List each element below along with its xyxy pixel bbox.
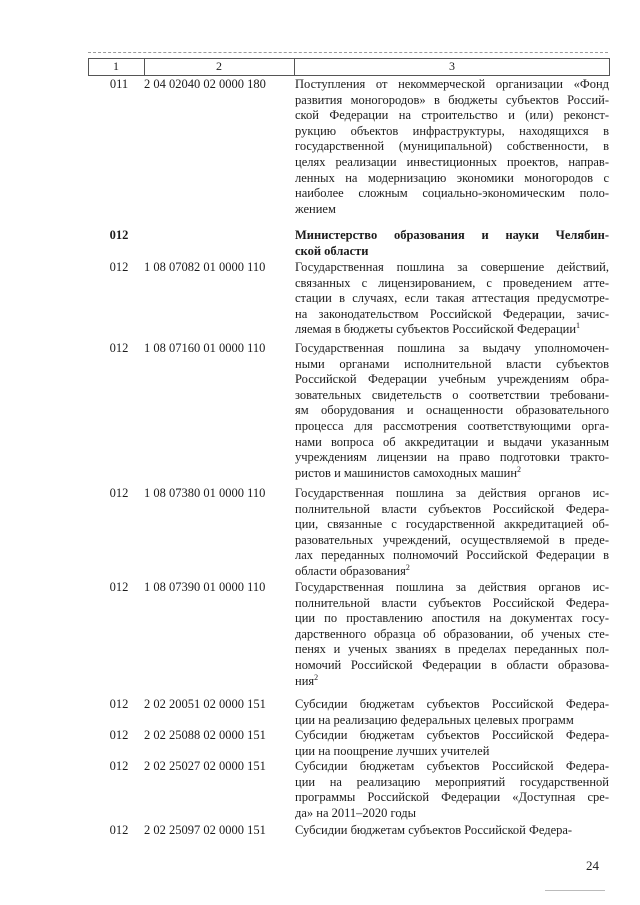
budget-classification-code: 1 08 07160 01 0000 110 [144, 341, 266, 355]
description-text: лах переданных полномочий Российской Федерации в [295, 548, 609, 563]
description-text: ленных на модернизацию экономики моногородов с [295, 170, 609, 185]
description-line [295, 466, 609, 482]
description-text: нами вопроса об аккредитации и выдачи указанным [295, 434, 609, 449]
income-description [295, 228, 609, 259]
description-text: государственной (муниципальной) собственности, в [295, 139, 609, 154]
description-text: целях реализации инвестиционных проектов, направ- [295, 154, 609, 169]
description-line [295, 486, 609, 502]
header-col-1: 1 [113, 59, 119, 73]
budget-classification-code: 2 02 25097 02 0000 151 [144, 823, 266, 837]
description-text: ными органами исполнительной власти субъектов [295, 356, 609, 371]
description-text: Российской Федерации учебным учреждениям обра- [295, 372, 609, 387]
description-line [295, 564, 609, 580]
header-divider [144, 59, 145, 75]
description-text: связанных с лицензированием, с проведением атте- [295, 275, 609, 290]
footnote-marker: 1 [576, 321, 581, 331]
description-text: номочий Российской Федерации в области образова- [295, 657, 609, 672]
description-line [295, 658, 609, 674]
description-line [295, 596, 609, 612]
description-text: ции, связанные с государственной аккредитацией об- [295, 517, 609, 532]
footer-rule [545, 890, 605, 891]
page-number: 24 [586, 858, 599, 873]
description-line [295, 244, 609, 260]
budget-classification-code: 2 02 25027 02 0000 151 [144, 759, 266, 773]
description-line [295, 823, 609, 839]
description-line [295, 388, 609, 404]
description-line [295, 728, 609, 744]
description-line [295, 775, 609, 791]
budget-classification-code: 2 02 20051 02 0000 151 [144, 697, 266, 711]
chapter-code: 012 [109, 580, 129, 594]
description-text: Субсидии бюджетам субъектов Российской Федера- [295, 759, 609, 773]
income-description [295, 77, 609, 217]
description-line [295, 744, 609, 760]
description-text: Государственная пошлина за совершение действий, [295, 260, 609, 274]
description-line [295, 517, 609, 533]
description-line [295, 697, 609, 713]
description-line [295, 403, 609, 419]
income-description [295, 759, 609, 821]
description-line [295, 806, 609, 822]
footnote-marker: 2 [405, 562, 410, 572]
header-col-2: 2 [216, 59, 222, 73]
description-text: да» на 2011–2020 годы [295, 805, 417, 820]
description-line [295, 108, 609, 124]
description-line [295, 713, 609, 729]
description-line [295, 674, 609, 690]
chapter-code: 012 [109, 728, 129, 742]
description-line [295, 790, 609, 806]
description-text: ляемая в бюджеты субъектов Российской Федерации [295, 322, 577, 337]
description-text: Государственная пошлина за выдачу уполномочен- [295, 341, 609, 355]
income-description [295, 260, 609, 338]
description-text: Министерство образования и науки Челябин- [295, 228, 609, 242]
top-dashed-rule [88, 52, 608, 53]
income-description [295, 580, 609, 689]
description-text: ям оборудования и оснащенности образовательного [295, 403, 609, 418]
description-text: Поступления от некоммерческой организации «Фонд [295, 77, 609, 91]
income-description [295, 728, 609, 759]
description-text: ции на реализацию федеральных целевых программ [295, 712, 574, 727]
description-text: Государственная пошлина за действия органов ис- [295, 486, 609, 500]
income-description [295, 823, 609, 839]
description-text: процесса для рассмотрения соответствующими орга- [295, 418, 609, 433]
description-line [295, 93, 609, 109]
description-text: Субсидии бюджетам субъектов Российской Федера- [295, 697, 609, 711]
budget-classification-code: 2 04 02040 02 0000 180 [144, 77, 266, 91]
description-text: учреждениям лицензии на право подготовки тракто- [295, 450, 609, 465]
description-line [295, 341, 609, 357]
description-line [295, 139, 609, 155]
description-line [295, 171, 609, 187]
description-text: наиболее сложным социально-экономическим поло- [295, 186, 609, 201]
description-text: дарственного образца об образовании, об ученых сте- [295, 626, 609, 641]
budget-classification-code: 2 02 25088 02 0000 151 [144, 728, 266, 742]
chapter-code: 012 [109, 260, 129, 274]
income-description [295, 697, 609, 728]
description-text: программы Российской Федерации «Доступная сре- [295, 790, 609, 805]
description-text: ции на реализацию мероприятий государственной [295, 774, 609, 789]
description-text: жением [295, 201, 336, 216]
description-line [295, 276, 609, 292]
description-text: на законодательством Российской Федерации, зачис- [295, 306, 609, 321]
budget-classification-code: 1 08 07380 01 0000 110 [144, 486, 266, 500]
description-line [295, 322, 609, 338]
chapter-code: 011 [109, 77, 129, 91]
chapter-code: 012 [109, 697, 129, 711]
description-line [295, 450, 609, 466]
description-line [295, 533, 609, 549]
description-line [295, 291, 609, 307]
footnote-marker: 2 [517, 464, 522, 474]
description-text: рукцию объектов инфраструктуры, находящихся в [295, 123, 609, 138]
budget-classification-code: 1 08 07390 01 0000 110 [144, 580, 266, 594]
chapter-code: 012 [109, 823, 129, 837]
description-line [295, 759, 609, 775]
description-line [295, 548, 609, 564]
description-text: зовательных свидетельств о соответствии требовани- [295, 387, 609, 402]
description-text: Субсидии бюджетам субъектов Российской Федера- [295, 728, 609, 742]
description-line [295, 77, 609, 93]
description-line [295, 580, 609, 596]
description-text: полнительной власти субъектов Российской Федера- [295, 501, 609, 516]
budget-classification-code: 1 08 07082 01 0000 110 [144, 260, 266, 274]
header-divider [609, 59, 610, 75]
description-text: Государственная пошлина за действия органов ис- [295, 580, 609, 594]
description-line [295, 435, 609, 451]
chapter-code: 012 [109, 759, 129, 773]
description-line [295, 642, 609, 658]
table-header [88, 58, 610, 76]
description-line [295, 186, 609, 202]
description-line [295, 611, 609, 627]
description-line [295, 627, 609, 643]
description-text: ции на поощрение лучших учителей [295, 743, 490, 758]
header-divider [294, 59, 295, 75]
income-description [295, 486, 609, 580]
chapter-code: 012 [109, 486, 129, 500]
description-text: ристов и машинистов самоходных машин [295, 465, 518, 480]
description-line [295, 202, 609, 218]
description-line [295, 124, 609, 140]
description-text: развития моногородов» в бюджеты субъектов Россий- [295, 92, 609, 107]
chapter-code: 012 [109, 228, 129, 242]
chapter-code: 012 [109, 341, 129, 355]
description-text: разовательных учреждений, осуществляемой в преде- [295, 532, 609, 547]
description-text: ской Федерации на строительство и (или) реконст- [295, 108, 609, 123]
description-line [295, 260, 609, 276]
header-col-3: 3 [449, 59, 455, 73]
description-line [295, 228, 609, 244]
description-text: стации в случаях, если такая аттестация предусмотре- [295, 291, 609, 306]
description-text: полнительной власти субъектов Российской Федера- [295, 595, 609, 610]
description-text: Субсидии бюджетам субъектов Российской Федера- [295, 823, 573, 837]
description-text: области образования [295, 563, 406, 578]
income-description [295, 341, 609, 481]
header-divider [88, 59, 89, 75]
description-line [295, 502, 609, 518]
description-line [295, 419, 609, 435]
description-line [295, 155, 609, 171]
description-text: ния [295, 673, 315, 688]
description-text: ской области [295, 243, 369, 258]
footnote-marker: 2 [314, 672, 319, 682]
description-line [295, 307, 609, 323]
description-text: пенях и ученых званиях в пределах переданных пол- [295, 642, 609, 657]
description-text: ции по проставлению апостиля на документах госу- [295, 611, 609, 626]
description-line [295, 372, 609, 388]
description-line [295, 357, 609, 373]
